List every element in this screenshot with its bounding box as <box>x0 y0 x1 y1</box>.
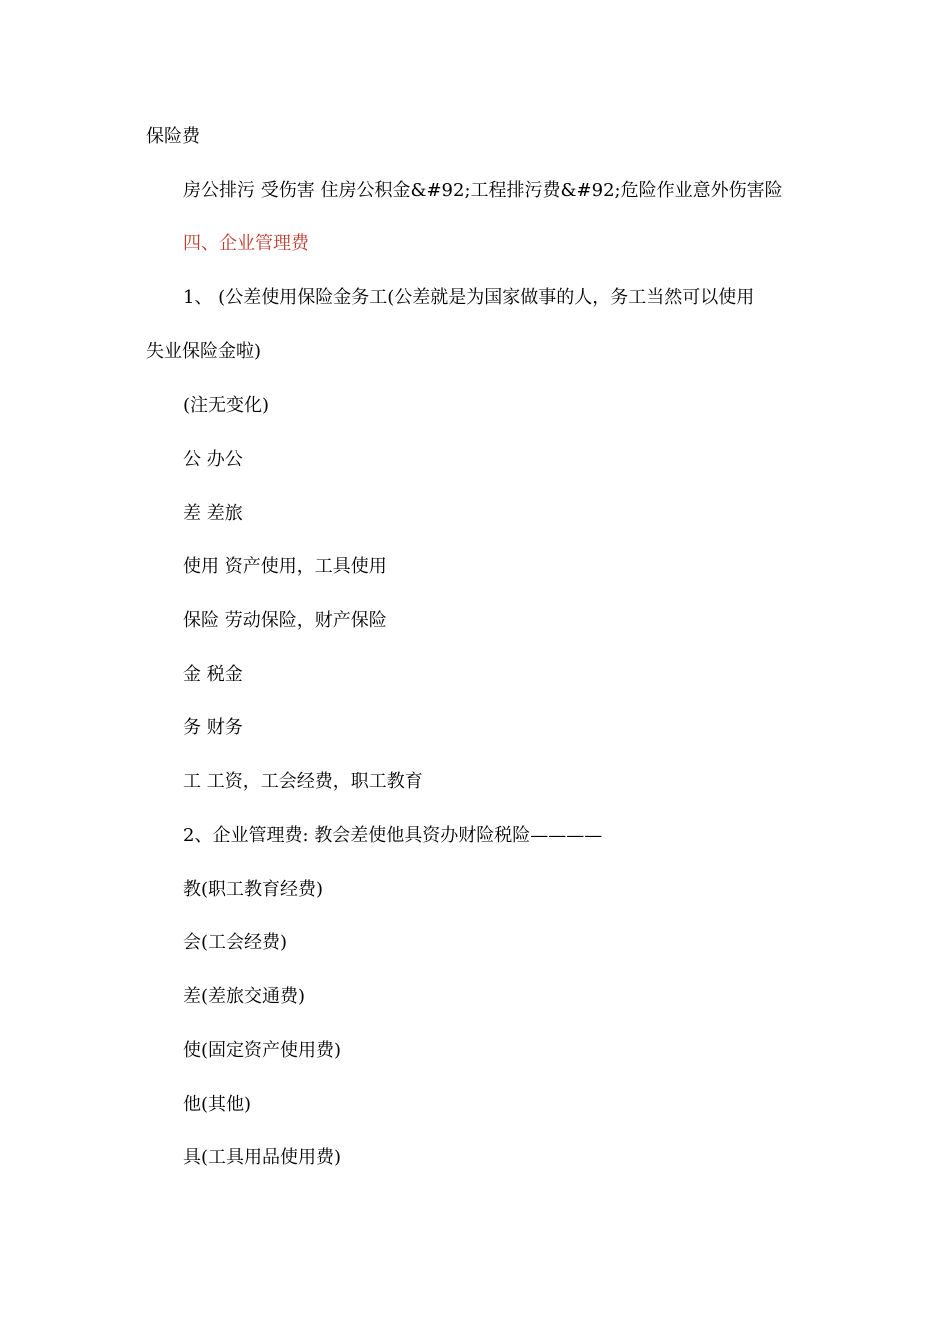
list-item-tools: 具(工具用品使用费) <box>183 1147 342 1168</box>
list-item-other: 他(其他) <box>183 1094 252 1115</box>
section-heading-management-fee: 四、企业管理费 <box>183 233 309 254</box>
list-item-fixed-assets: 使(固定资产使用费) <box>183 1040 342 1061</box>
list-item-travel: 差 差旅 <box>183 503 243 524</box>
list-item-wages: 工 工资，工会经费，职工教育 <box>183 771 423 792</box>
text-line-note: (注无变化) <box>183 395 270 416</box>
list-item-union: 会(工会经费) <box>183 932 288 953</box>
text-line-mnemonic-2: 2、企业管理费: 教会差使他具资办财险税险———— <box>183 825 603 846</box>
text-line-mnemonic-1: 1、 (公差使用保险金务工(公差就是为国家做事的人，务工当然可以使用 <box>183 287 755 308</box>
list-item-office: 公 办公 <box>183 449 243 470</box>
text-line-mnemonic-1-cont: 失业保险金啦) <box>146 341 262 362</box>
list-item-tax: 金 税金 <box>183 664 243 685</box>
list-item-education: 教(职工教育经费) <box>183 879 324 900</box>
list-item-finance: 务 财务 <box>183 717 243 738</box>
list-item-insurance: 保险 劳动保险，财产保险 <box>183 610 387 631</box>
text-line-mnemonic-house: 房公排污 受伤害 住房公积金&#92;工程排污费&#92;危险作业意外伤害险 <box>183 180 783 201</box>
list-item-usage: 使用 资产使用，工具使用 <box>183 556 387 577</box>
list-item-travel-transport: 差(差旅交通费) <box>183 986 306 1007</box>
text-line-insurance-fee: 保险费 <box>146 126 200 147</box>
